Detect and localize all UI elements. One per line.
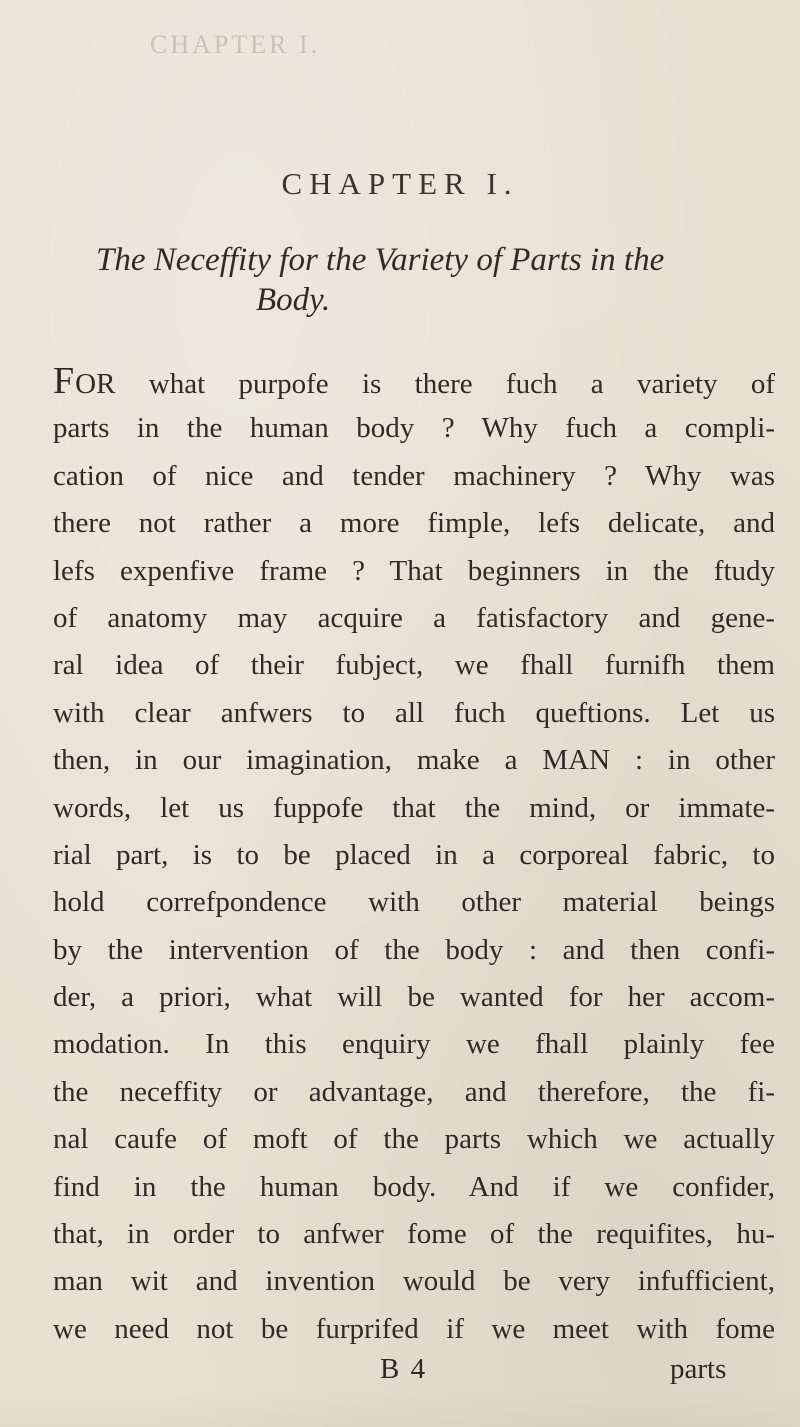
text-line bbox=[53, 358, 775, 405]
text-line: parts in the human body ? Why fuch a compli- bbox=[53, 412, 775, 445]
text-line: hold correfpondence with other material beings bbox=[53, 886, 775, 919]
text-line: nal caufe of moft of the parts which we actually bbox=[53, 1123, 775, 1156]
drop-cap: F bbox=[53, 360, 76, 402]
text-line: rial part, is to be placed in a corporeal fabric, to bbox=[53, 838, 775, 871]
text-line: we need not be furprifed if we meet with fome bbox=[53, 1312, 775, 1345]
signature-mark: B 4 bbox=[380, 1353, 428, 1385]
text-line: that, in order to anfwer fome of the requifites, hu- bbox=[53, 1218, 775, 1251]
text-line: modation. In this enquiry we fhall plainly fee bbox=[53, 1028, 775, 1061]
text-line: der, a priori, what will be wanted for her accom- bbox=[53, 981, 775, 1014]
first-line-text: OR what purpofe is there fuch a variety of bbox=[75, 368, 775, 400]
text-line: there not rather a more fimple, lefs delicate, and bbox=[53, 507, 775, 540]
text-line: cation of nice and tender machinery ? Why was bbox=[53, 459, 775, 492]
text-line: then, in our imagination, make a MAN : in other bbox=[53, 744, 775, 777]
page-edge-shading bbox=[0, 1390, 800, 1427]
chapter-subtitle bbox=[96, 240, 756, 320]
subtitle-line-2: Body. bbox=[256, 282, 331, 318]
text-line: the neceffity or advantage, and therefore, the fi- bbox=[53, 1075, 775, 1108]
text-line: by the intervention of the body : and then confi- bbox=[53, 933, 775, 966]
chapter-heading: CHAPTER I. bbox=[281, 166, 519, 201]
text-line: lefs expenfive frame ? That beginners in the ftudy bbox=[53, 554, 775, 587]
catchword: parts bbox=[670, 1353, 727, 1385]
page-footer bbox=[0, 1353, 800, 1393]
text-line: with clear anfwers to all fuch queftions. Let us bbox=[53, 696, 775, 729]
text-line: ral idea of their fubject, we fhall furnifh them bbox=[53, 649, 775, 682]
text-line: find in the human body. And if we confider, bbox=[53, 1170, 775, 1203]
text-line: man wit and invention would be very infufficient, bbox=[53, 1265, 775, 1298]
text-line: of anatomy may acquire a fatisfactory and gene- bbox=[53, 601, 775, 634]
subtitle-line-1: The Neceffity for the Variety of Parts in the bbox=[96, 242, 665, 278]
text-line: words, let us fuppofe that the mind, or immate- bbox=[53, 791, 775, 824]
show-through-text: CHAPTER I. bbox=[150, 30, 321, 59]
body-paragraph bbox=[53, 358, 775, 1353]
